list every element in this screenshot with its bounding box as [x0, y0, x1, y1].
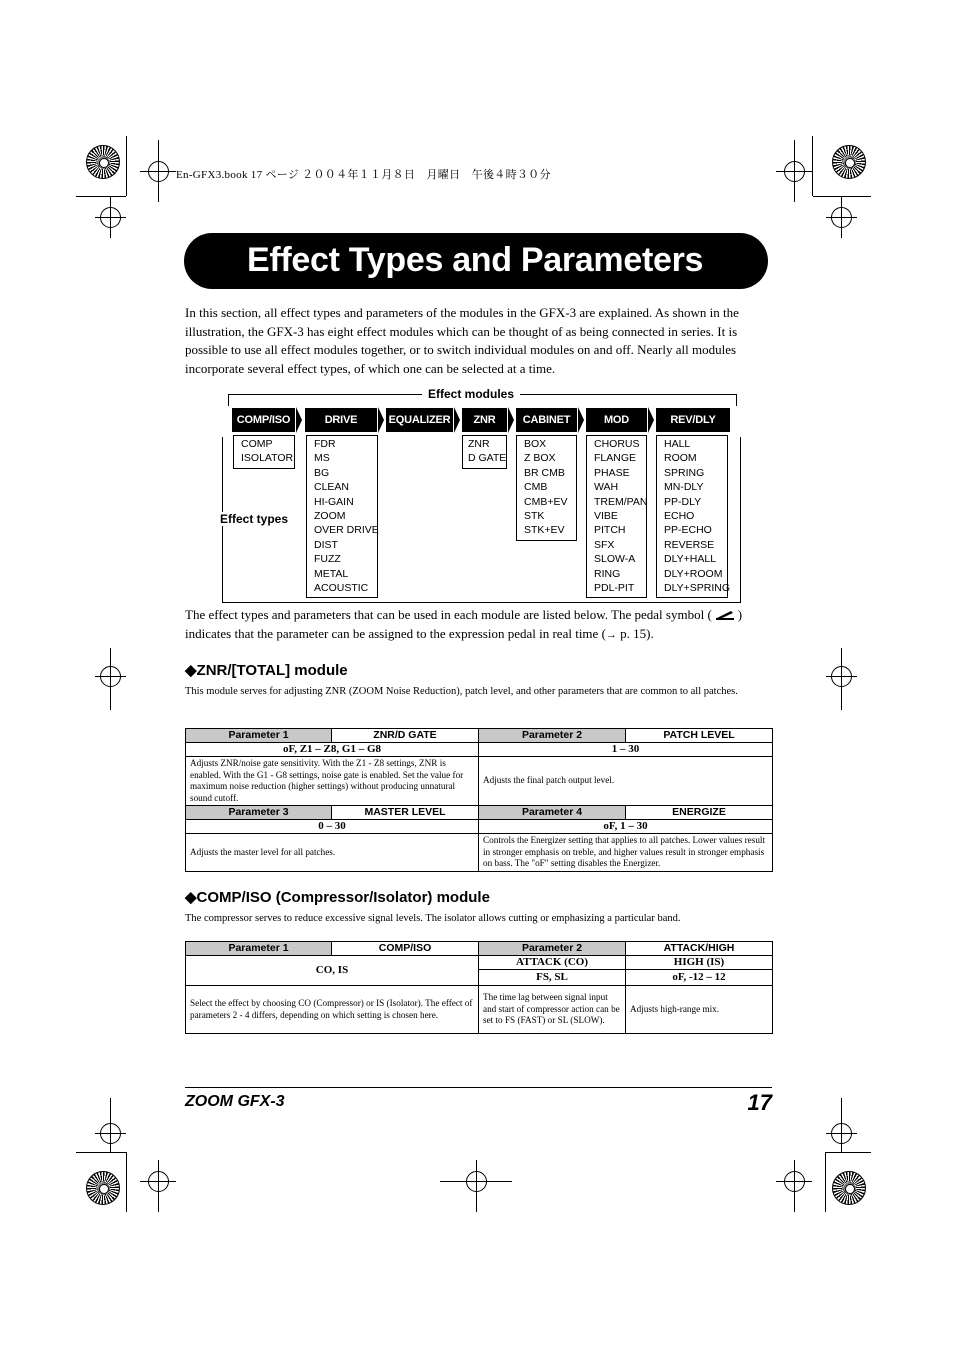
znr-parameter-table [185, 728, 773, 872]
page-title: Effect Types and Parameters [247, 241, 704, 279]
module-rev-dly: REV/DLY [656, 408, 730, 432]
pedal-icon [715, 607, 735, 626]
footer-rule [185, 1087, 772, 1088]
param-description: Adjusts the master level for all patches. [186, 834, 479, 872]
param-subheading: HIGH (IS) [626, 956, 773, 970]
param-description: Select the effect by choosing CO (Compressor) or IS (Isolator). The effect of parameters 2 - 4 differs, depending on which setting is chosen here. [186, 986, 479, 1034]
param-range: 1 – 30 [479, 743, 773, 757]
param-range: oF, Z1 – Z8, G1 – G8 [186, 743, 479, 757]
intro-paragraph: In this section, all effect types and parameters of the modules in the GFX-3 are explained. As shown in the illustration, the GFX-3 has eight effect modules which can be thought of as being connected in series. It is possible to use all effect modules together, or to switch individual modules on and off. Nearly all modules incorporate several effect types, of which one can be selected at a time. [185, 305, 739, 376]
znr-section-heading: ◆ZNR/[TOTAL] module [185, 662, 348, 679]
types-comp-iso: COMP ISOLATOR [233, 435, 295, 469]
footer-product: ZOOM GFX-3 [185, 1093, 285, 1110]
diamond-icon: ◆ [185, 662, 197, 679]
print-header: En-GFX3.book 17 ページ ２００４年１１月８日 月曜日 午後４時３０分 [176, 169, 551, 181]
param-name: ATTACK/HIGH [626, 942, 773, 956]
param-range: FS, SL [479, 970, 626, 986]
param-label: Parameter 3 [186, 806, 332, 820]
types-rev-dly: HALL ROOM SPRING MN-DLY PP-DLY ECHO PP-ECHO REVERSE DLY+HALL DLY+ROOM DLY+SPRING [656, 435, 728, 598]
effect-types-label: Effect types [220, 512, 289, 526]
param-name: MASTER LEVEL [332, 806, 479, 820]
param-range: 0 – 30 [186, 820, 479, 834]
param-range: CO, IS [186, 956, 479, 986]
module-mod: MOD [586, 408, 647, 432]
param-label: Parameter 2 [479, 729, 626, 743]
param-description: The time lag between signal input and start of compressor action can be set to FS (FAST) or SL (SLOW). [479, 986, 626, 1034]
param-subheading: ATTACK (CO) [479, 956, 626, 970]
module-drive: DRIVE [305, 408, 377, 432]
param-description: Adjusts ZNR/noise gate sensitivity. With the Z1 - Z8 settings, ZNR is enabled. With the G1 - G8 settings, noise gate is enabled. Set the value for maximum noise reduction (higher settings) without producing unnatural sound cutoff. [186, 757, 479, 806]
param-range: oF, -12 – 12 [626, 970, 773, 986]
types-mod: CHORUS FLANGE PHASE WAH TREM/PAN VIBE PITCH SFX SLOW-A RING PDL-PIT [586, 435, 647, 598]
module-znr: ZNR [462, 408, 507, 432]
module-cabinet: CABINET [516, 408, 577, 432]
param-label: Parameter 1 [186, 942, 332, 956]
param-description: Adjusts high-range mix. [626, 986, 773, 1034]
types-cabinet: BOX Z BOX BR CMB CMB CMB+EV STK STK+EV [516, 435, 577, 541]
param-name: COMP/ISO [332, 942, 479, 956]
types-znr: ZNR D GATE [462, 435, 507, 469]
param-label: Parameter 4 [479, 806, 626, 820]
param-name: ZNR/D GATE [332, 729, 479, 743]
pedal-note-paragraph: The effect types and parameters that can be used in each module are listed below. The pedal symbol ( ) indicates that the parameter can be assigned to the expression pedal in real time (→ p. 15). [185, 607, 743, 642]
effect-modules-label: Effect modules [422, 387, 520, 401]
comp-section-heading: ◆COMP/ISO (Compressor/Isolator) module [185, 889, 490, 906]
comp-description: The compressor serves to reduce excessive signal levels. The isolator allows cutting or emphasizing a particular band. [185, 913, 681, 924]
param-name: PATCH LEVEL [626, 729, 773, 743]
module-equalizer: EQUALIZER [386, 408, 453, 432]
param-label: Parameter 2 [479, 942, 626, 956]
znr-description: This module serves for adjusting ZNR (ZOOM Noise Reduction), patch level, and other parameters that are common to all patches. [185, 686, 738, 697]
comp-parameter-table [185, 941, 773, 1034]
param-description: Controls the Energizer setting that applies to all patches. Lower values result in stronger emphasis on treble, and higher values result in stronger emphasis on bass. The "oF" setting disables the Energizer. [479, 834, 773, 872]
param-range: oF, 1 – 30 [479, 820, 773, 834]
module-comp-iso: COMP/ISO [232, 408, 295, 432]
param-description: Adjusts the final patch output level. [479, 757, 773, 806]
param-name: ENERGIZE [626, 806, 773, 820]
arrow-right-icon: → [605, 629, 617, 642]
page-number: 17 [747, 1090, 772, 1115]
types-drive: FDR MS BG CLEAN HI-GAIN ZOOM OVER DRIVE DIST FUZZ METAL ACOUSTIC [306, 435, 378, 598]
param-label: Parameter 1 [186, 729, 332, 743]
diamond-icon: ◆ [185, 889, 197, 906]
